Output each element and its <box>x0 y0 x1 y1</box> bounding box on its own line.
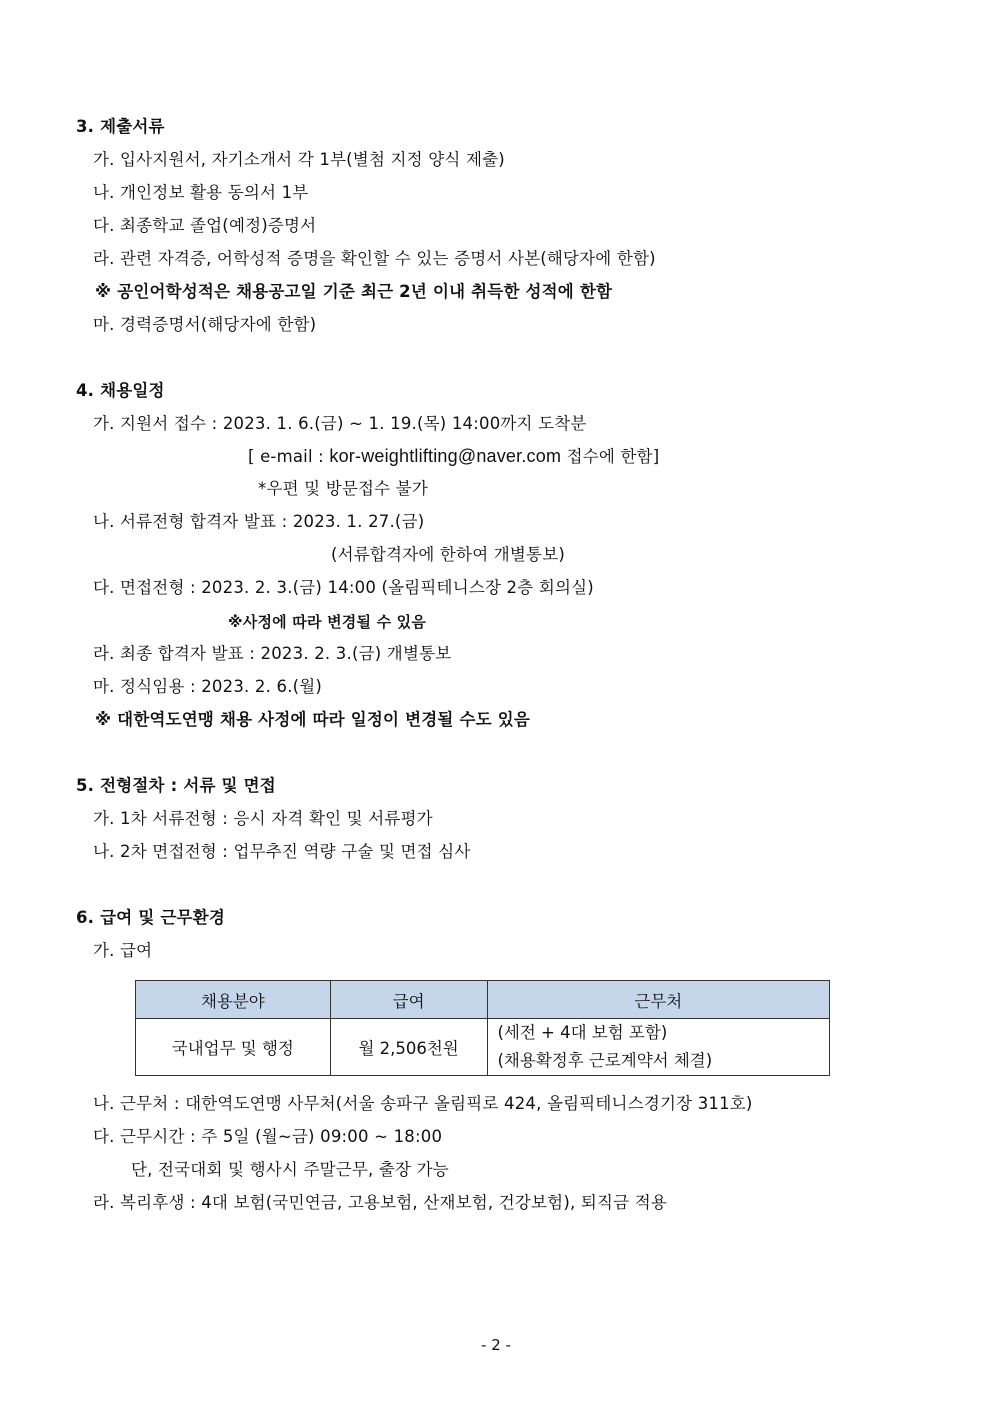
email-prefix: [ e-mail : <box>248 447 330 466</box>
sec4-item-na-sub: (서류합격자에 한하여 개별통보) <box>331 545 565 564</box>
sec3-item-ma: 마. 경력증명서(해당자에 한함) <box>93 315 317 334</box>
cell-workplace <box>487 1019 830 1076</box>
sec4-item-da: 다. 면접전형 : 2023. 2. 3.(금) 14:00 (올림픽테니스장 2층 회의실) <box>93 578 594 597</box>
sec6-item-ga: 가. 급여 <box>93 941 153 960</box>
sec5-item-ga: 가. 1차 서류전형 : 응시 자격 확인 및 서류평가 <box>93 809 433 828</box>
email-suffix: 접수에 한함] <box>561 447 660 466</box>
cell-field: 국내업무 및 행정 <box>136 1019 331 1076</box>
section-5-title: 5. 전형절차 : 서류 및 면접 <box>76 776 276 795</box>
sec4-note: ※ 대한역도연맹 채용 사정에 따라 일정이 변경될 수도 있음 <box>95 710 530 729</box>
sec3-item-ga: 가. 입사지원서, 자기소개서 각 1부(별첨 지정 양식 제출) <box>93 150 505 169</box>
section-3-title: 3. 제출서류 <box>76 117 165 136</box>
sec4-item-ra: 라. 최종 합격자 발표 : 2023. 2. 3.(금) 개별통보 <box>93 644 452 663</box>
sec3-note: ※ 공인어학성적은 채용공고일 기준 최근 2년 이내 취득한 성적에 한함 <box>95 282 613 301</box>
sec6-item-da: 다. 근무시간 : 주 5일 (월~금) 09:00 ~ 18:00 <box>93 1127 443 1146</box>
sec3-item-da: 다. 최종학교 졸업(예정)증명서 <box>93 216 317 235</box>
header-salary: 급여 <box>330 981 487 1019</box>
sec3-item-na: 나. 개인정보 활용 동의서 1부 <box>93 183 309 202</box>
sec6-item-ra: 라. 복리후생 : 4대 보험(국민연금, 고용보험, 산재보험, 건강보험), 퇴직금 적용 <box>93 1193 667 1212</box>
cell-note-1: (세전 + 4대 보험 포함) <box>497 1023 668 1042</box>
sec4-item-ma: 마. 정식임용 : 2023. 2. 6.(월) <box>93 677 323 696</box>
sec3-item-ra: 라. 관련 자격증, 어학성적 증명을 확인할 수 있는 증명서 사본(해당자에 한함) <box>93 249 656 268</box>
sec6-item-da-sub: 단, 전국대회 및 행사시 주말근무, 출장 가능 <box>131 1160 449 1179</box>
sec6-item-na: 나. 근무처 : 대한역도연맹 사무처(서울 송파구 올림픽로 424, 올림픽테니스경기장 311호) <box>93 1094 753 1113</box>
page-number: - 2 - <box>481 1336 511 1354</box>
section-4-title: 4. 채용일정 <box>76 381 165 400</box>
sec4-item-na: 나. 서류전형 합격자 발표 : 2023. 1. 27.(금) <box>93 512 425 531</box>
cell-note-2: (채용확정후 근로계약서 체결) <box>497 1051 713 1070</box>
sec5-item-na: 나. 2차 면접전형 : 업무추진 역량 구술 및 면접 심사 <box>93 842 471 861</box>
sec4-email-line <box>248 445 659 468</box>
header-workplace: 근무처 <box>487 981 830 1019</box>
sec4-item-ga: 가. 지원서 접수 : 2023. 1. 6.(금) ~ 1. 19.(목) 14:00까지 도착분 <box>93 414 587 433</box>
sec4-da-note: ※사정에 따라 변경될 수 있음 <box>228 613 427 631</box>
table-row <box>136 1019 830 1076</box>
section-6-title: 6. 급여 및 근무환경 <box>76 908 225 927</box>
cell-salary: 월 2,506천원 <box>330 1019 487 1076</box>
sec4-post-note: *우편 및 방문접수 불가 <box>258 479 429 498</box>
salary-table-header-row <box>136 981 830 1019</box>
header-field: 채용분야 <box>136 981 331 1019</box>
email-address: kor-weightlifting@naver.com <box>329 446 562 466</box>
salary-table <box>135 980 830 1076</box>
